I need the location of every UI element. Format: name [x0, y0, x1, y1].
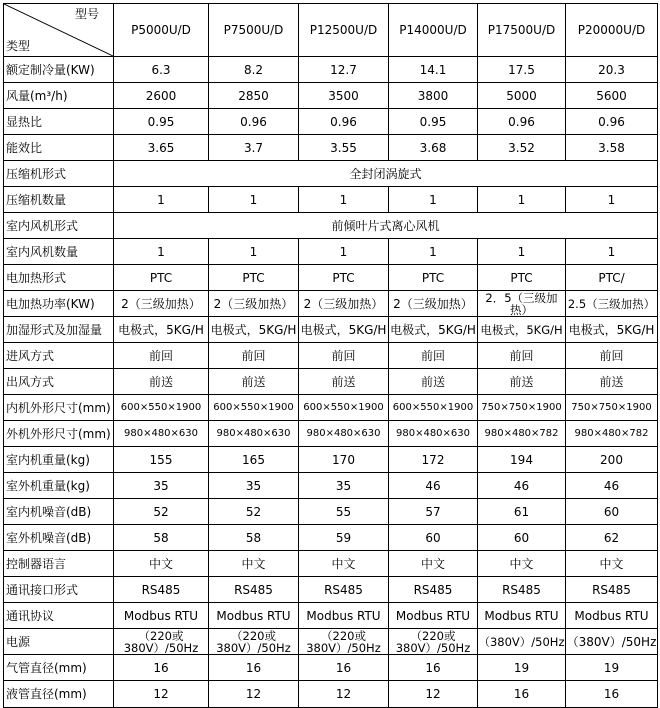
value-cell: （220或380V）/50Hz [209, 629, 299, 655]
table-row [4, 421, 658, 447]
value-cell: 12 [299, 681, 389, 708]
row-label: 电加热形式 [4, 265, 114, 291]
value-cell: 155 [114, 447, 209, 473]
value-cell: RS485 [299, 577, 389, 603]
value-cell: 3.7 [209, 135, 299, 161]
spec-table [3, 3, 658, 708]
value-cell: 前送 [299, 369, 389, 395]
value-cell: 194 [478, 447, 566, 473]
table-row [4, 655, 658, 681]
value-cell: 前回 [389, 343, 478, 369]
value-cell: 1 [389, 239, 478, 265]
row-label: 能效比 [4, 135, 114, 161]
row-label: 压缩机形式 [4, 161, 114, 187]
row-label: 室内机噪音(dB) [4, 499, 114, 525]
value-cell: 172 [389, 447, 478, 473]
value-cell: 2（三级加热） [114, 291, 209, 317]
table-row [4, 473, 658, 499]
value-cell: 0.95 [389, 109, 478, 135]
value-cell: 前送 [114, 369, 209, 395]
value-cell: RS485 [478, 577, 566, 603]
table-row [4, 447, 658, 473]
value-cell: 3.55 [299, 135, 389, 161]
row-label: 液管直径(mm) [4, 681, 114, 708]
table-row [4, 265, 658, 291]
value-cell: 电极式，5KG/H [389, 317, 478, 343]
value-cell: 5600 [566, 83, 658, 109]
value-cell: 中文 [389, 551, 478, 577]
row-label: 外机外形尺寸(mm) [4, 421, 114, 447]
value-cell: （380V）/50Hz [566, 629, 658, 655]
value-cell: 电极式，5KG/H [209, 317, 299, 343]
table-row [4, 161, 658, 187]
table-row [4, 135, 658, 161]
value-cell: 750×750×1900 [478, 395, 566, 421]
value-cell: 3.52 [478, 135, 566, 161]
value-cell: 0.96 [566, 109, 658, 135]
value-cell: Modbus RTU [299, 603, 389, 629]
row-label: 通讯协议 [4, 603, 114, 629]
value-cell: 3500 [299, 83, 389, 109]
value-cell: 57 [389, 499, 478, 525]
value-cell: Modbus RTU [389, 603, 478, 629]
value-cell: 59 [299, 525, 389, 551]
value-cell: 5000 [478, 83, 566, 109]
value-cell: 20.3 [566, 57, 658, 83]
value-cell: 3.58 [566, 135, 658, 161]
table-row [4, 57, 658, 83]
model-header: P14000U/D [389, 4, 478, 57]
row-label: 室外机重量(kg) [4, 473, 114, 499]
value-cell: 1 [114, 239, 209, 265]
value-cell: 600×550×1900 [299, 395, 389, 421]
corner-type-label: 类型 [6, 39, 31, 53]
value-cell: 35 [114, 473, 209, 499]
table-row [4, 343, 658, 369]
value-cell: 前回 [478, 343, 566, 369]
value-cell: RS485 [566, 577, 658, 603]
value-cell: 600×550×1900 [389, 395, 478, 421]
row-label: 电加热功率(KW) [4, 291, 114, 317]
value-cell: 46 [478, 473, 566, 499]
value-cell: PTC [478, 265, 566, 291]
value-cell: 46 [566, 473, 658, 499]
model-header: P17500U/D [478, 4, 566, 57]
row-label: 进风方式 [4, 343, 114, 369]
value-cell: 61 [478, 499, 566, 525]
corner-header-cell [4, 4, 114, 57]
table-row [4, 603, 658, 629]
value-cell: 前回 [566, 343, 658, 369]
value-cell: 6.3 [114, 57, 209, 83]
value-cell: 12 [389, 681, 478, 708]
value-cell: 2850 [209, 83, 299, 109]
value-cell: 中文 [209, 551, 299, 577]
value-cell: 980×480×782 [566, 421, 658, 447]
merged-value-cell: 全封闭涡旋式 [114, 161, 658, 187]
row-label: 加湿形式及加湿量 [4, 317, 114, 343]
value-cell: 60 [478, 525, 566, 551]
value-cell: RS485 [114, 577, 209, 603]
value-cell: 电极式，5KG/H [566, 317, 658, 343]
row-label: 室内机重量(kg) [4, 447, 114, 473]
value-cell: 前回 [114, 343, 209, 369]
value-cell: 中文 [566, 551, 658, 577]
value-cell: 62 [566, 525, 658, 551]
value-cell: PTC [299, 265, 389, 291]
table-row [4, 213, 658, 239]
value-cell: Modbus RTU [478, 603, 566, 629]
value-cell: （380V）/50Hz [478, 629, 566, 655]
row-label: 内机外形尺寸(mm) [4, 395, 114, 421]
header-row [4, 4, 658, 57]
row-label: 通讯接口形式 [4, 577, 114, 603]
value-cell: 980×480×630 [114, 421, 209, 447]
value-cell: Modbus RTU [566, 603, 658, 629]
value-cell: 电极式，5KG/H [478, 317, 566, 343]
row-label: 风量(m³/h) [4, 83, 114, 109]
value-cell: RS485 [209, 577, 299, 603]
value-cell: 58 [114, 525, 209, 551]
value-cell: 14.1 [389, 57, 478, 83]
row-label: 压缩机数量 [4, 187, 114, 213]
value-cell: 980×480×630 [209, 421, 299, 447]
table-row [4, 551, 658, 577]
value-cell: 750×750×1900 [566, 395, 658, 421]
table-row [4, 187, 658, 213]
table-row [4, 681, 658, 708]
value-cell: 12.7 [299, 57, 389, 83]
value-cell: 55 [299, 499, 389, 525]
value-cell: 60 [389, 525, 478, 551]
value-cell: 19 [478, 655, 566, 681]
row-label: 控制器语言 [4, 551, 114, 577]
value-cell: 35 [209, 473, 299, 499]
merged-value-cell: 前倾叶片式离心风机 [114, 213, 658, 239]
value-cell: 16 [389, 655, 478, 681]
value-cell: 16 [478, 681, 566, 708]
value-cell: 19 [566, 655, 658, 681]
value-cell: 2（三级加热） [209, 291, 299, 317]
value-cell: 电极式，5KG/H [299, 317, 389, 343]
table-row [4, 109, 658, 135]
table-row [4, 395, 658, 421]
value-cell: 200 [566, 447, 658, 473]
spec-table-body [4, 4, 658, 708]
value-cell: 中文 [478, 551, 566, 577]
value-cell: 52 [114, 499, 209, 525]
row-label: 额定制冷量(KW) [4, 57, 114, 83]
value-cell: 52 [209, 499, 299, 525]
value-cell: Modbus RTU [114, 603, 209, 629]
value-cell: 600×550×1900 [114, 395, 209, 421]
value-cell: RS485 [389, 577, 478, 603]
value-cell: 60 [566, 499, 658, 525]
table-row [4, 83, 658, 109]
value-cell: 980×480×630 [299, 421, 389, 447]
value-cell: 3.65 [114, 135, 209, 161]
value-cell: 1 [478, 239, 566, 265]
row-label: 室外机噪音(dB) [4, 525, 114, 551]
table-row [4, 499, 658, 525]
value-cell: 2（三级加热） [299, 291, 389, 317]
value-cell: 3.68 [389, 135, 478, 161]
value-cell: 8.2 [209, 57, 299, 83]
value-cell: 1 [566, 187, 658, 213]
value-cell: PTC [389, 265, 478, 291]
value-cell: 46 [389, 473, 478, 499]
table-row [4, 525, 658, 551]
value-cell: 前送 [389, 369, 478, 395]
value-cell: 16 [114, 655, 209, 681]
value-cell: 前送 [566, 369, 658, 395]
value-cell: 17.5 [478, 57, 566, 83]
value-cell: 1 [209, 239, 299, 265]
value-cell: 前送 [478, 369, 566, 395]
value-cell: PTC [209, 265, 299, 291]
value-cell: 1 [478, 187, 566, 213]
model-header: P12500U/D [299, 4, 389, 57]
value-cell: 170 [299, 447, 389, 473]
value-cell: 前送 [209, 369, 299, 395]
value-cell: 中文 [114, 551, 209, 577]
table-row [4, 629, 658, 655]
value-cell: 1 [114, 187, 209, 213]
value-cell: 电极式，5KG/H [114, 317, 209, 343]
model-header: P20000U/D [566, 4, 658, 57]
value-cell: 165 [209, 447, 299, 473]
value-cell: 58 [209, 525, 299, 551]
value-cell: Modbus RTU [209, 603, 299, 629]
value-cell: 16 [566, 681, 658, 708]
row-label: 显热比 [4, 109, 114, 135]
value-cell: PTC [114, 265, 209, 291]
value-cell: 2．5（三级加热） [478, 291, 566, 317]
value-cell: 0.96 [299, 109, 389, 135]
value-cell: （220或380V）/50Hz [299, 629, 389, 655]
corner-model-label: 型号 [74, 7, 99, 21]
value-cell: 2.5（三级加热） [566, 291, 658, 317]
table-row [4, 577, 658, 603]
value-cell: 2（三级加热） [389, 291, 478, 317]
value-cell: 中文 [299, 551, 389, 577]
model-header: P5000U/D [114, 4, 209, 57]
value-cell: 1 [209, 187, 299, 213]
row-label: 室内风机形式 [4, 213, 114, 239]
value-cell: 600×550×1900 [209, 395, 299, 421]
value-cell: 0.96 [209, 109, 299, 135]
value-cell: （220或380V）/50Hz [389, 629, 478, 655]
row-label: 气管直径(mm) [4, 655, 114, 681]
value-cell: 0.95 [114, 109, 209, 135]
value-cell: 16 [209, 655, 299, 681]
table-row [4, 291, 658, 317]
table-row [4, 239, 658, 265]
table-row [4, 369, 658, 395]
value-cell: 3800 [389, 83, 478, 109]
row-label: 电源 [4, 629, 114, 655]
value-cell: 前回 [299, 343, 389, 369]
value-cell: 1 [299, 239, 389, 265]
value-cell: 12 [209, 681, 299, 708]
value-cell: 2600 [114, 83, 209, 109]
row-label: 室内风机数量 [4, 239, 114, 265]
table-row [4, 317, 658, 343]
value-cell: 16 [299, 655, 389, 681]
value-cell: 1 [299, 187, 389, 213]
value-cell: PTC/ [566, 265, 658, 291]
value-cell: 980×480×782 [478, 421, 566, 447]
value-cell: 1 [566, 239, 658, 265]
value-cell: （220或380V）/50Hz [114, 629, 209, 655]
value-cell: 1 [389, 187, 478, 213]
value-cell: 980×480×630 [389, 421, 478, 447]
model-header: P7500U/D [209, 4, 299, 57]
value-cell: 前回 [209, 343, 299, 369]
row-label: 出风方式 [4, 369, 114, 395]
value-cell: 12 [114, 681, 209, 708]
value-cell: 35 [299, 473, 389, 499]
value-cell: 0.96 [478, 109, 566, 135]
